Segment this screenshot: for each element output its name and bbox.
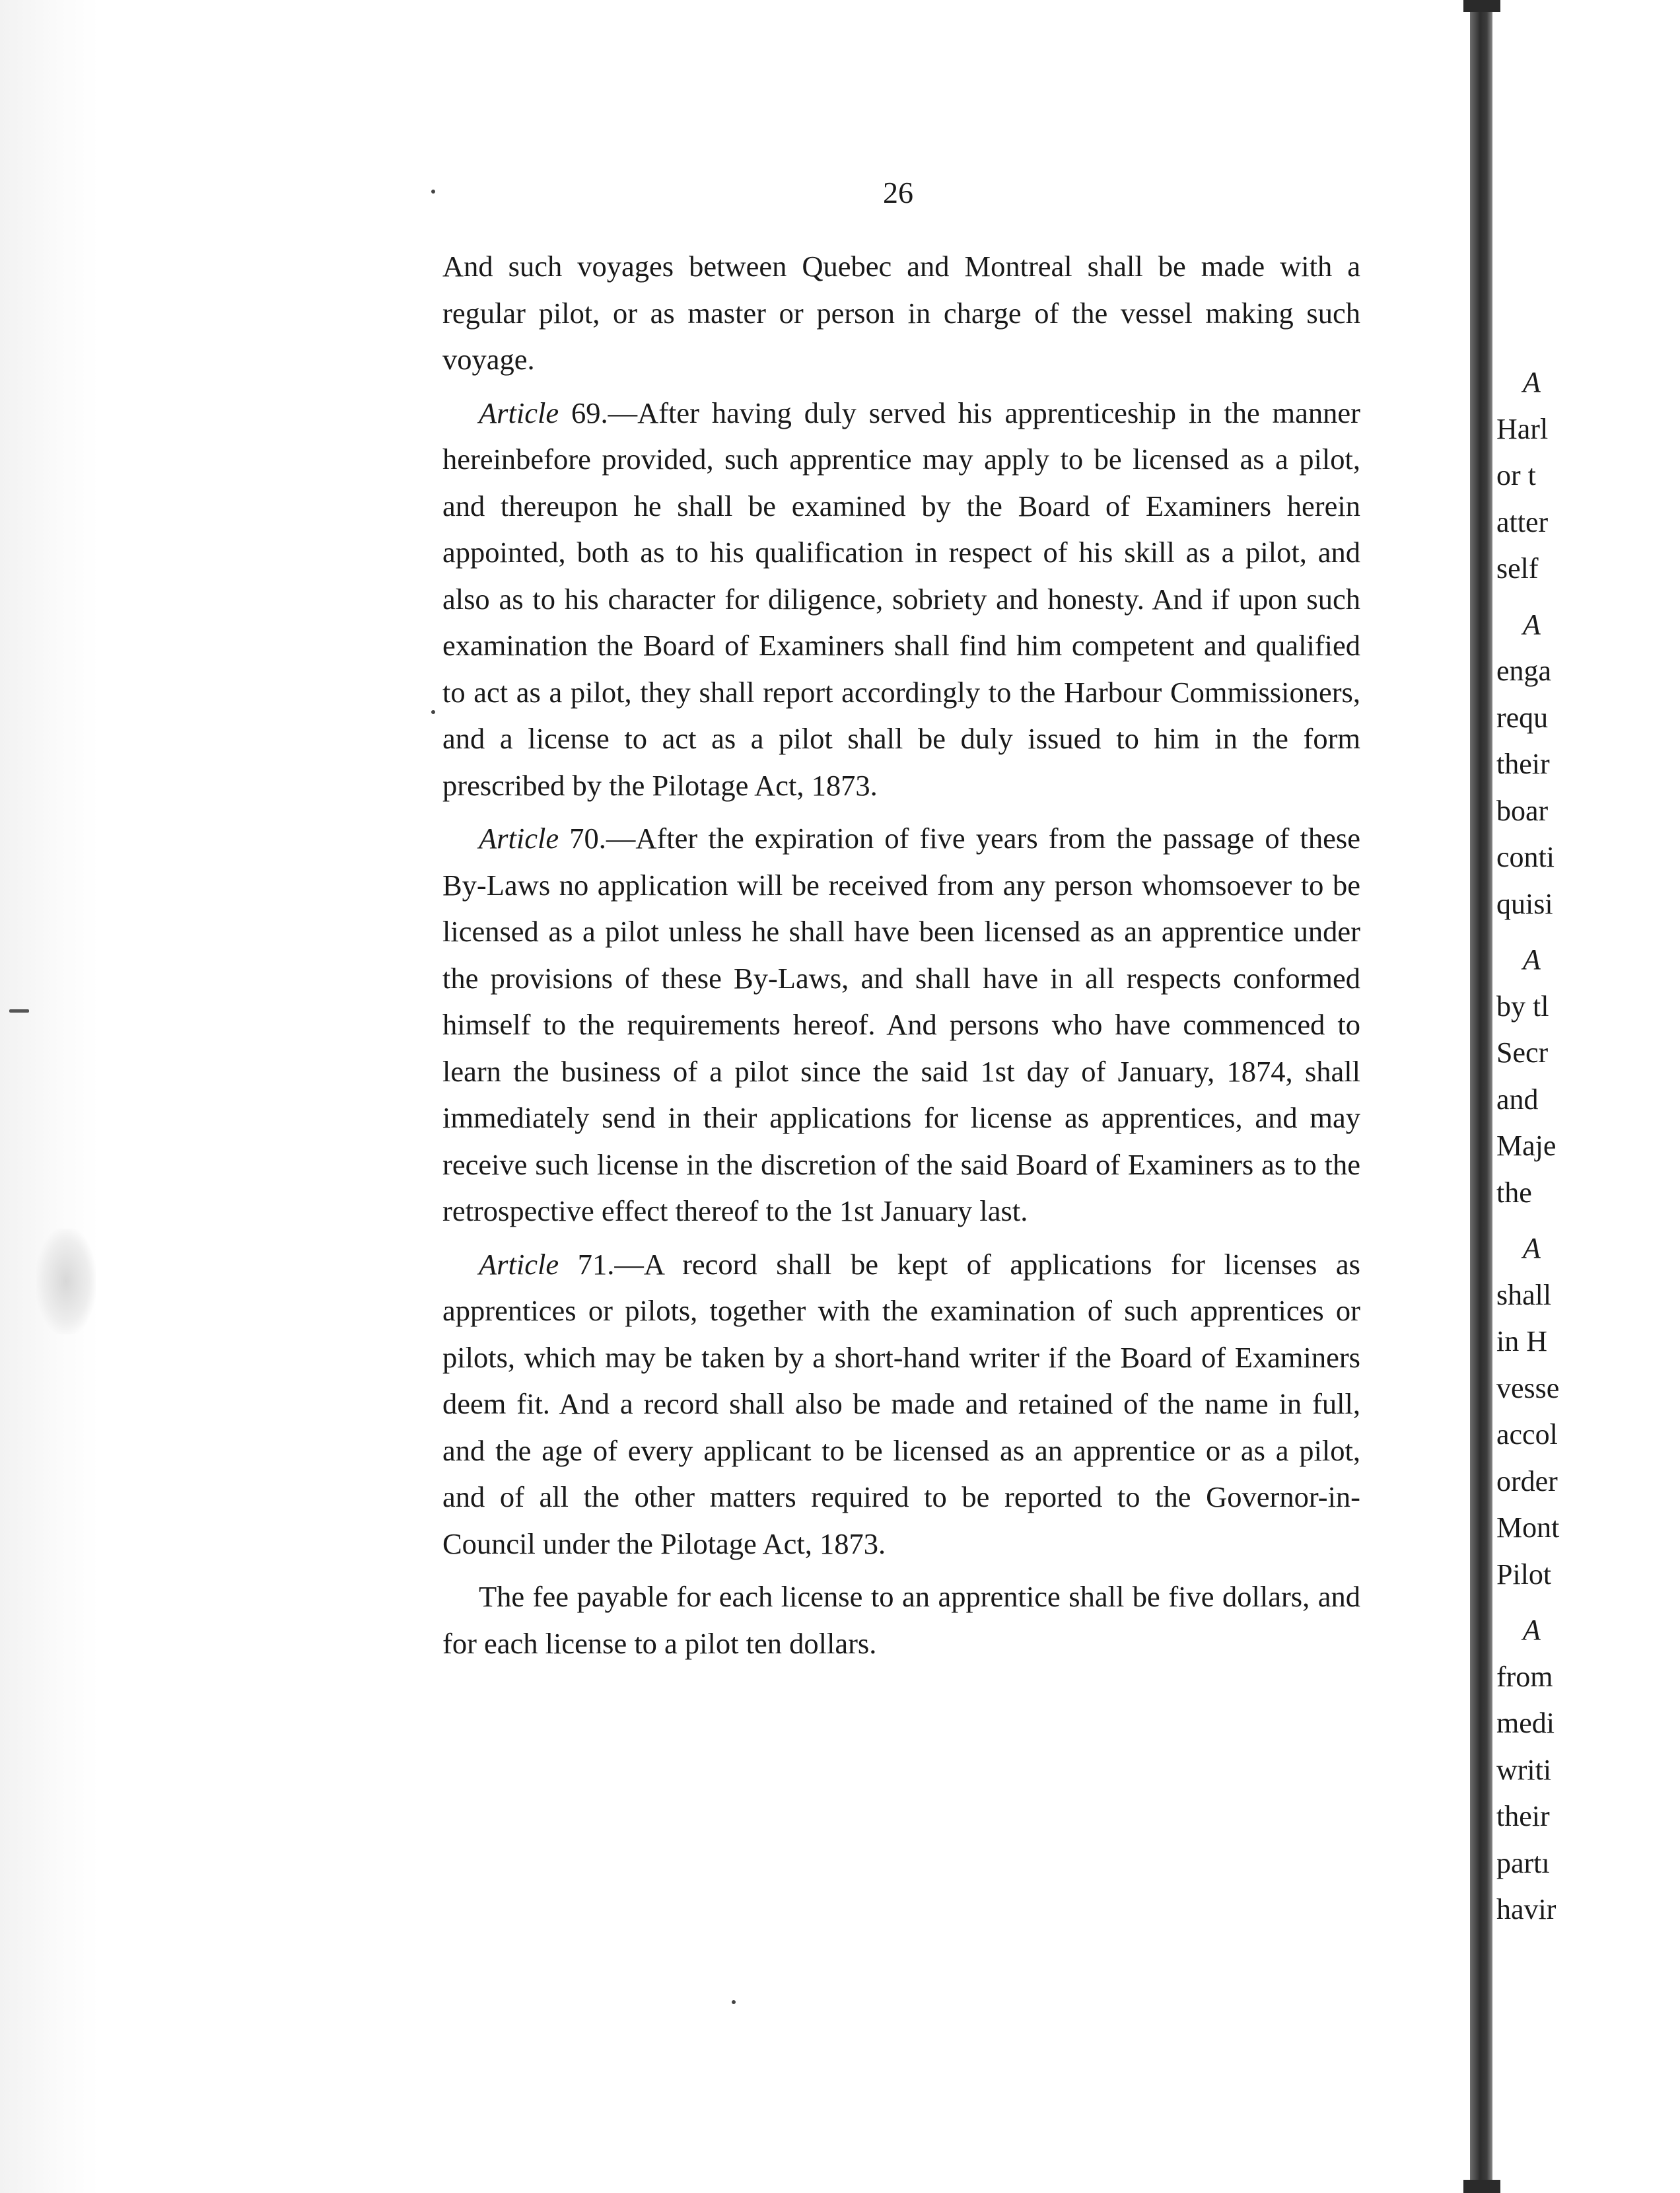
facing-page-line: medi xyxy=(1496,1707,1555,1739)
paragraph xyxy=(442,1241,1360,1567)
facing-page-line: self xyxy=(1496,552,1539,585)
book-gutter xyxy=(1470,0,1492,2193)
paragraph xyxy=(442,1573,1360,1667)
paragraph xyxy=(442,390,1360,809)
facing-page-line: their xyxy=(1496,1800,1550,1832)
facing-page-line: from xyxy=(1496,1660,1553,1693)
article-label: Article xyxy=(479,1247,559,1281)
facing-page-line: vesse xyxy=(1496,1371,1560,1404)
facing-page-line: requ xyxy=(1496,701,1549,734)
facing-page-line: A xyxy=(1523,943,1541,976)
facing-page-line: in H xyxy=(1496,1325,1547,1357)
scan-speck xyxy=(431,190,435,194)
facing-page-line: A xyxy=(1523,366,1541,398)
facing-page-line: atter xyxy=(1496,505,1549,538)
facing-page-line: writi xyxy=(1496,1753,1552,1786)
gutter-bottom-edge xyxy=(1463,2180,1500,2193)
page-number: 26 xyxy=(883,176,913,209)
facing-page-line: the xyxy=(1496,1176,1532,1209)
scan-speck xyxy=(431,710,435,714)
margin-ink-mark xyxy=(9,1009,29,1013)
facing-page-line: Harl xyxy=(1496,412,1549,445)
main-text-block xyxy=(442,243,1360,1673)
facing-page-line: Pilot xyxy=(1496,1558,1552,1591)
gutter-top-edge xyxy=(1463,0,1500,12)
scan-speck xyxy=(732,2000,736,2004)
paragraph-text: And such voyages between Quebec and Montreal shall be made with a regular pilot, or as master or person in charge of the vessel making such voyage. xyxy=(442,250,1360,376)
facing-page-line: their xyxy=(1496,748,1550,780)
facing-page-line: Mont xyxy=(1496,1511,1560,1544)
facing-page-line: A xyxy=(1523,1232,1541,1264)
facing-page-line: conti xyxy=(1496,841,1555,873)
paragraph-text: 71.—A record shall be kept of applications for licenses as apprentices or pilots, together with the examination of such apprentices or pilots, which may be taken by a short-hand writer if the Board of Examiners deem fit. And a record shall also be made and retained of the name in full, and the age of every applicant to be licensed as an apprentice or as a pilot, and of all the other matters required to be reported to the Governor-in-Council under the Pilotage Act, 1873. xyxy=(442,1247,1360,1560)
facing-page-line: and xyxy=(1496,1083,1539,1116)
facing-paragraph-gap xyxy=(1496,1216,1680,1225)
margin-paper-stain xyxy=(36,1229,96,1334)
facing-page-line: shall xyxy=(1496,1278,1552,1311)
facing-page-line: boar xyxy=(1496,794,1549,827)
facing-paragraph-gap xyxy=(1496,593,1680,602)
facing-page-line: enga xyxy=(1496,655,1552,687)
scan-left-margin xyxy=(0,0,99,2193)
paragraph-text: 70.—After the expiration of five years from the passage of these By-Laws no application will be received from any person whomsoever to be licensed as a pilot unless he shall have been licensed as an apprentice under the provisions of these By-Laws, and shall have in all respects conformed himself to the requirements hereof. And persons who have commenced to learn the business of a pilot since the said 1st day of January, 1874, shall immediately send in their applications for license as apprentices, and may receive such license in the discretion of the said Board of Examiners as to the retrospective effect thereof to the 1st January last. xyxy=(442,822,1360,1227)
facing-page-text xyxy=(1496,359,1680,1933)
facing-page-line: partı xyxy=(1496,1846,1550,1879)
paragraph-text: 69.—After having duly served his apprenticeship in the manner hereinbefore provided, such apprentice may apply to be licensed as a pilot, and thereupon he shall be examined by the Board of Examiners herein appointed, both as to his qualification in respect of his skill as a pilot, and also as to his character for diligence, sobriety and honesty. And if upon such examination the Board of Examiners shall find him competent and qualified to act as a pilot, they shall report accordingly to the Harbour Commissioners, and a license to act as a pilot shall be duly issued to him in the form prescribed by the Pilotage Act, 1873. xyxy=(442,396,1360,802)
facing-page-line: havir xyxy=(1496,1893,1557,1925)
article-label: Article xyxy=(479,822,559,855)
facing-page-line: Maje xyxy=(1496,1130,1557,1162)
facing-page-line: quisi xyxy=(1496,887,1553,920)
facing-page-line: or t xyxy=(1496,459,1536,491)
paragraph-text: The fee payable for each license to an apprentice shall be five dollars, and for each license to a pilot ten dollars. xyxy=(442,1580,1360,1660)
facing-page-line: Secr xyxy=(1496,1036,1549,1069)
paragraph xyxy=(442,815,1360,1235)
facing-page-line: A xyxy=(1523,608,1541,641)
paragraph xyxy=(442,243,1360,383)
facing-paragraph-gap xyxy=(1496,927,1680,937)
facing-page-line: order xyxy=(1496,1464,1558,1497)
facing-page-line: accol xyxy=(1496,1418,1558,1451)
facing-page-line: A xyxy=(1523,1614,1541,1646)
facing-paragraph-gap xyxy=(1496,1598,1680,1607)
article-label: Article xyxy=(479,396,559,429)
facing-page-line: by tl xyxy=(1496,989,1549,1023)
